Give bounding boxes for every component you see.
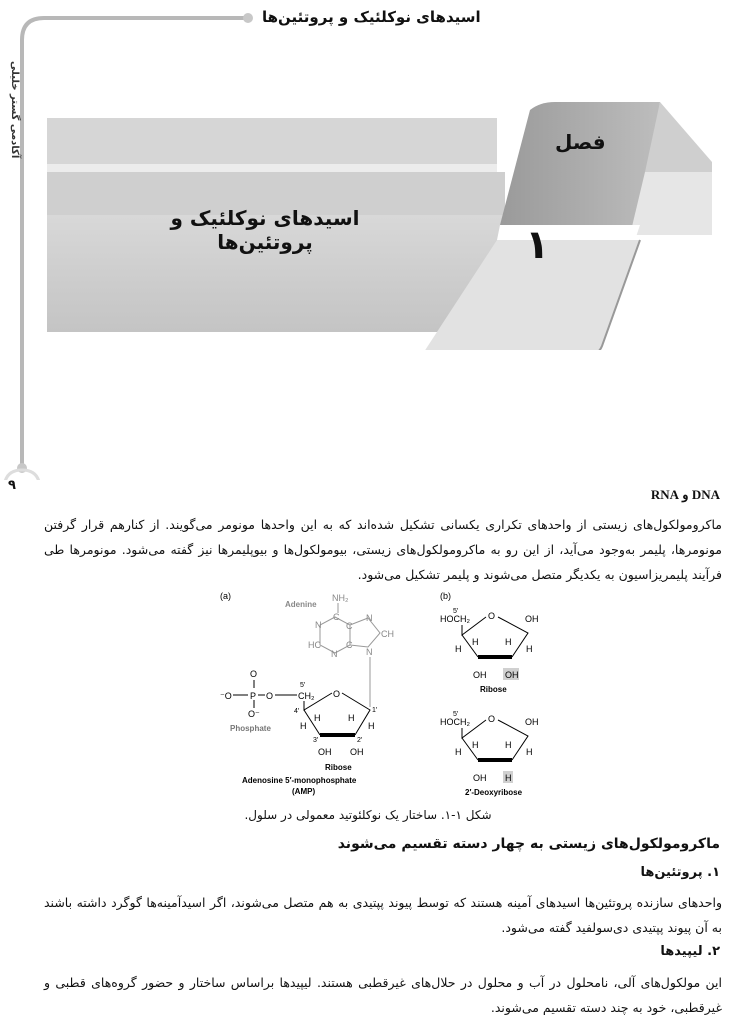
page-number: ۹ (8, 478, 16, 493)
paragraph-proteins: واحدهای سازنده پروتئین‌ها اسیدهای آمینه هستند که توسط پیوند پپتیدی به هم متصل می‌شوند، اگر اسیدآمینه‌ها گوگرد داشته باشند به آن پیوند پپتیدی دی‌سولفید گفته می‌شود. (44, 895, 722, 935)
svg-text:N: N (315, 620, 322, 630)
deoxyribose-b (440, 711, 539, 797)
svg-text:Adenosine 5′-monophosphate: Adenosine 5′-monophosphate (242, 776, 357, 785)
section-heading-macromolecules: ماکرومولکول‌های زیستی به چهار دسته تقسیم می‌شوند (337, 836, 720, 852)
svg-text:OH: OH (318, 747, 332, 757)
svg-text:H: H (368, 721, 375, 731)
svg-text:P: P (250, 691, 257, 701)
svg-text:OH: OH (473, 773, 487, 783)
section-heading-dna-rna: DNA و RNA (650, 487, 720, 502)
svg-text:Ribose: Ribose (480, 685, 507, 694)
svg-text:H: H (505, 740, 512, 750)
svg-text:HOCH₂: HOCH₂ (440, 614, 470, 624)
svg-text:H: H (300, 721, 307, 731)
svg-text:O: O (488, 611, 496, 621)
svg-text:N: N (366, 613, 373, 623)
svg-text:H: H (455, 747, 462, 757)
svg-text:H: H (314, 713, 321, 723)
svg-text:CH₂: CH₂ (298, 691, 315, 701)
subheading-proteins: ۱. پروتئین‌ها (640, 865, 720, 880)
running-title: اسیدهای نوکلئیک و پروتئین‌ها (262, 8, 481, 26)
svg-text:N: N (366, 647, 373, 657)
paragraph-lipids: این مولکول‌های آلی، نامحلول در آب و محلول در حلال‌های غیرقطبی هستند. لیپیدها براساس ساختار و حضور گروه‌های قطبی و غیرقطبی، خود به چند دسته تقسیم می‌شوند. (44, 975, 722, 1015)
svg-text:C: C (333, 612, 340, 622)
svg-text:H: H (472, 637, 479, 647)
svg-text:(AMP): (AMP) (292, 787, 316, 796)
chapter-label: فصل (555, 130, 606, 154)
svg-text:5′: 5′ (453, 608, 459, 615)
svg-text:NH₂: NH₂ (332, 593, 349, 603)
figure-caption: شکل ۱-۱. ساختار یک نوکلئوتید معمولی در سلول. (244, 808, 492, 822)
svg-text:5′: 5′ (453, 711, 459, 718)
svg-text:C: C (346, 640, 353, 650)
ribose-b (440, 608, 539, 694)
chapter-number: ۱ (525, 222, 550, 268)
svg-text:3′: 3′ (313, 737, 319, 744)
svg-text:O: O (250, 669, 258, 679)
svg-text:H: H (505, 773, 512, 783)
svg-text:H: H (472, 740, 479, 750)
svg-text:OH: OH (525, 614, 539, 624)
svg-text:HC: HC (308, 640, 321, 650)
svg-text:Phosphate: Phosphate (230, 724, 271, 733)
svg-text:5′: 5′ (300, 682, 306, 689)
paragraph-macromolecules: ماکرومولکول‌های زیستی از واحدهای تکراری یکسانی تشکیل شده‌اند که به این واحدها مونومر می‌گویند. از کنارهم قرار گرفتن مونومرها، پلیمر به‌وجود می‌آید، از این رو به ماکرومولکول‌های زیستی، بیومولکول‌ها و بیوپلیمرها نیز گفته می‌شود. مونومرها طی فرآیند پلیمریزاسیون به یکدیگر متصل می‌شوند و پلیمر تشکیل می‌شود. (44, 517, 722, 582)
svg-text:OH: OH (350, 747, 364, 757)
svg-text:O⁻: O⁻ (248, 709, 260, 719)
svg-text:H: H (526, 644, 533, 654)
svg-text:H: H (526, 747, 533, 757)
svg-text:⁻O: ⁻O (220, 691, 232, 701)
svg-text:OH: OH (505, 670, 519, 680)
ribose-a (242, 682, 378, 796)
svg-text:OH: OH (525, 717, 539, 727)
side-publisher-text: آکادمی گستر خلیلی (9, 61, 20, 159)
subheading-lipids: ۲. لیپیدها (660, 944, 720, 959)
svg-text:C: C (346, 621, 353, 631)
svg-text:Adenine: Adenine (285, 600, 317, 609)
svg-text:CH: CH (381, 629, 394, 639)
phosphate-group (220, 669, 297, 733)
svg-text:O: O (266, 691, 274, 701)
svg-text:O: O (488, 714, 496, 724)
svg-text:O: O (333, 689, 341, 699)
svg-text:H: H (505, 637, 512, 647)
svg-text:H: H (348, 713, 355, 723)
svg-text:OH: OH (473, 670, 487, 680)
svg-text:2′-Deoxyribose: 2′-Deoxyribose (465, 788, 523, 797)
svg-text:Ribose: Ribose (325, 763, 352, 772)
nucleotide-figure (200, 585, 560, 805)
svg-text:2′: 2′ (357, 737, 363, 744)
chapter-title: اسیدهای نوکلئیک و پروتئین‌ها (170, 206, 360, 254)
svg-text:N: N (331, 649, 338, 659)
svg-text:HOCH₂: HOCH₂ (440, 717, 470, 727)
svg-text:H: H (455, 644, 462, 654)
panel-a-label: (a) (220, 591, 231, 601)
svg-text:1′: 1′ (372, 707, 378, 714)
panel-b-label: (b) (440, 591, 451, 601)
svg-text:4′: 4′ (294, 708, 300, 715)
